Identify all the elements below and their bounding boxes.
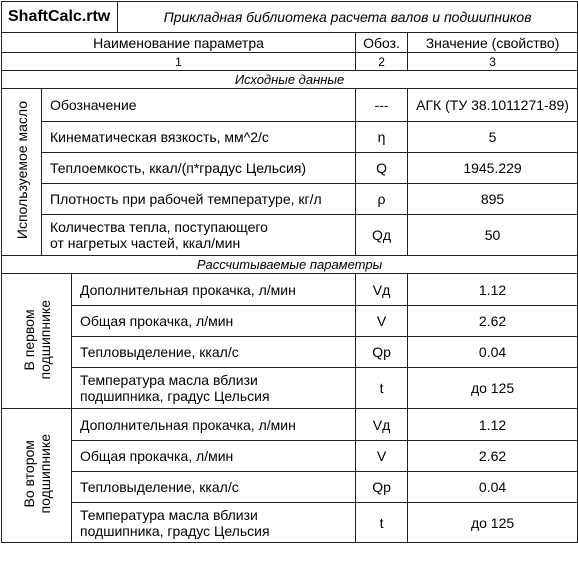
param-name: Дополнительная прокачка, л/мин <box>72 274 356 306</box>
param-symbol: t <box>356 503 408 543</box>
app-title: ShaftCalc.rtw <box>2 2 118 33</box>
library-description: Прикладная библиотека расчета валов и подшипников <box>118 2 578 33</box>
param-name: Общая прокачка, л/мин <box>72 441 356 472</box>
group-label-line: В первом <box>20 308 37 371</box>
param-symbol: t <box>356 368 408 409</box>
group-label-oil <box>2 89 42 256</box>
param-name <box>72 368 356 409</box>
group-label-line: подшипнике <box>36 299 53 380</box>
group-label-bearing-1 <box>2 274 72 409</box>
param-name-line: Количества тепла, поступающего <box>50 219 268 235</box>
param-value: 1945.229 <box>408 153 578 184</box>
param-symbol: Qр <box>356 337 408 368</box>
group-label-line: подшипнике <box>36 434 53 514</box>
param-name-line: от нагретых частей, ккал/мин <box>50 235 241 251</box>
group-label-oil-text: Используемое масло <box>13 101 30 240</box>
param-value: до 125 <box>408 368 578 409</box>
param-name: Тепловыделение, ккал/с <box>72 337 356 368</box>
param-name <box>72 503 356 543</box>
section-calc-title: Рассчитываемые параметры <box>2 256 578 274</box>
column-number-3: 3 <box>408 53 578 71</box>
param-value: 2.62 <box>408 306 578 337</box>
param-name-line: подшипника, градус Цельсия <box>80 522 270 539</box>
group-label-bearing-1-text <box>21 300 53 379</box>
column-header-symbol: Обоз. <box>356 33 408 53</box>
param-value: 895 <box>408 184 578 215</box>
param-name: Общая прокачка, л/мин <box>72 306 356 337</box>
section-input-title: Исходные данные <box>2 71 578 89</box>
param-symbol: --- <box>356 89 408 122</box>
column-header-name: Наименование параметра <box>2 33 356 53</box>
param-symbol: Vд <box>356 274 408 306</box>
param-name: Дополнительная прокачка, л/мин <box>72 409 356 441</box>
param-symbol: Q <box>356 153 408 184</box>
param-value: 50 <box>408 215 578 256</box>
param-name: Обозначение <box>42 89 356 122</box>
param-value: до 125 <box>408 503 578 543</box>
param-symbol: η <box>356 122 408 153</box>
param-name-line: подшипника, градус Цельсия <box>80 388 270 404</box>
column-header-value: Значение (свойство) <box>408 33 578 53</box>
param-value: 1.12 <box>408 274 578 306</box>
param-name-line: Температура масла вблизи <box>80 506 258 523</box>
param-value: 2.62 <box>408 441 578 472</box>
param-symbol: Qр <box>356 472 408 503</box>
param-symbol: V <box>356 306 408 337</box>
param-symbol: ρ <box>356 184 408 215</box>
param-value: 5 <box>408 122 578 153</box>
param-symbol: V <box>356 441 408 472</box>
param-symbol: Qд <box>356 215 408 256</box>
param-name: Плотность при рабочей температуре, кг/л <box>42 184 356 215</box>
group-label-bearing-2-text <box>21 434 53 513</box>
param-value: АГК (ТУ 38.1011271-89) <box>408 89 578 122</box>
param-value: 1.12 <box>408 409 578 441</box>
column-number-2: 2 <box>356 53 408 71</box>
param-symbol: Vд <box>356 409 408 441</box>
param-name-line: Температура масла вблизи <box>80 372 258 388</box>
param-value: 0.04 <box>408 472 578 503</box>
param-name: Теплоемкость, ккал/(п*градус Цельсия) <box>42 153 356 184</box>
param-value: 0.04 <box>408 337 578 368</box>
param-name: Тепловыделение, ккал/с <box>72 472 356 503</box>
param-name <box>42 215 356 256</box>
column-number-1: 1 <box>2 53 356 71</box>
group-label-bearing-2 <box>2 409 72 543</box>
group-label-line: Во втором <box>20 440 37 508</box>
param-name: Кинематическая вязкость, мм^2/с <box>42 122 356 153</box>
calc-table <box>1 1 578 543</box>
